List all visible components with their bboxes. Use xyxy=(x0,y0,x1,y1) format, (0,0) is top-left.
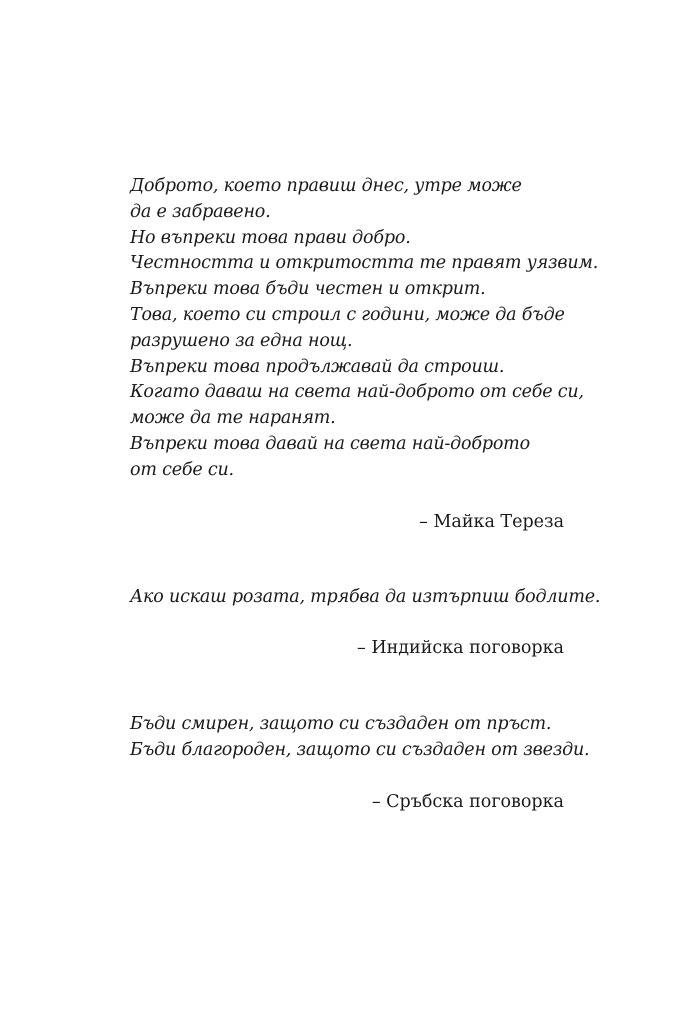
quote-1-text xyxy=(130,174,599,484)
quote-line: Когато даваш на света най-доброто от себе си, xyxy=(130,382,584,403)
quote-line: Въпреки това бъди честен и открит. xyxy=(130,279,486,300)
quote-line: Това, което си строил с години, може да бъде xyxy=(130,304,565,325)
quote-2-text xyxy=(130,585,601,611)
quote-line: Въпреки това давай на света най-доброто xyxy=(130,433,530,454)
quote-line: Ако искаш розата, трябва да изтърпиш бодлите. xyxy=(130,587,601,607)
quote-line: Но въпреки това прави добро. xyxy=(130,227,411,248)
quote-line: Въпреки това продължавай да строиш. xyxy=(130,356,505,377)
quote-line: разрушено за една нощ. xyxy=(130,330,353,351)
quote-line: да е забравено. xyxy=(130,201,271,222)
quote-1-attribution: – Майка Тереза xyxy=(419,512,564,532)
quote-line: Доброто, което правиш днес, утре може xyxy=(130,176,522,196)
quote-3-text xyxy=(130,712,590,764)
quote-line: от себе си. xyxy=(130,459,234,480)
quote-2-attribution: – Индийска поговорка xyxy=(357,638,564,658)
quote-line: Честността и откритостта те правят уязвим. xyxy=(130,253,599,274)
quote-line: Бъди смирен, защото си създаден от пръст. xyxy=(130,714,552,734)
quote-line: може да те наранят. xyxy=(130,408,336,429)
quote-line: Бъди благороден, защото си създаден от звезди. xyxy=(130,739,590,760)
quote-3-attribution: – Сръбска поговорка xyxy=(371,792,564,812)
